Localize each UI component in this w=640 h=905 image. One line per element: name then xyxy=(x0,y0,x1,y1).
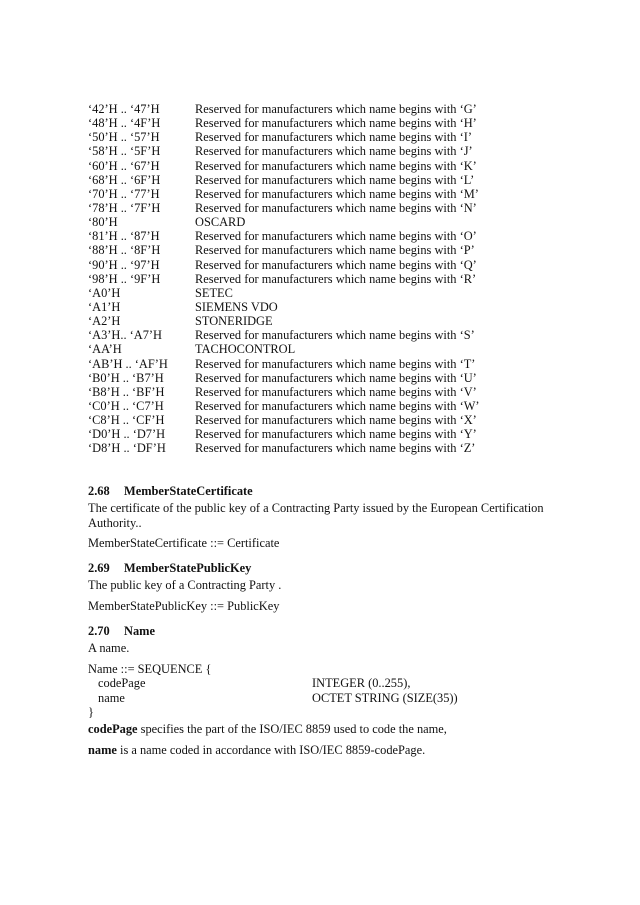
field-type: OCTET STRING (SIZE(35)) xyxy=(312,690,458,705)
section-description: A name. xyxy=(88,641,130,656)
code-value: ‘90’H .. ‘97’H xyxy=(88,257,160,272)
code-description: Reserved for manufacturers which name begins with ‘L’ xyxy=(195,172,475,187)
table-row xyxy=(88,144,480,158)
code-description: Reserved for manufacturers which name begins with ‘M’ xyxy=(195,186,479,201)
table-row xyxy=(88,173,480,187)
table-row xyxy=(88,272,480,286)
section-2-70 xyxy=(88,624,558,757)
definition-term: codePage xyxy=(88,722,138,737)
code-value: ‘48’H .. ‘4F’H xyxy=(88,116,161,131)
code-description: Reserved for manufacturers which name begins with ‘O’ xyxy=(195,229,477,244)
table-row xyxy=(88,286,480,300)
code-value: ‘B8’H .. ‘BF’H xyxy=(88,384,165,399)
code-value: ‘58’H .. ‘5F’H xyxy=(88,144,161,159)
code-description: TACHOCONTROL xyxy=(195,342,296,357)
code-value: ‘60’H .. ‘67’H xyxy=(88,158,160,173)
code-value: ‘A2’H xyxy=(88,314,121,329)
code-description: Reserved for manufacturers which name begins with ‘Y’ xyxy=(195,427,477,442)
table-row xyxy=(88,399,480,413)
code-value: ‘C8’H .. ‘CF’H xyxy=(88,413,165,428)
code-value: ‘70’H .. ‘77’H xyxy=(88,186,160,201)
table-row xyxy=(88,102,480,116)
table-row xyxy=(88,116,480,130)
code-description: Reserved for manufacturers which name begins with ‘T’ xyxy=(195,356,476,371)
table-row xyxy=(88,441,480,455)
table-row xyxy=(88,314,480,328)
table-row xyxy=(88,342,480,356)
code-value: ‘81’H .. ‘87’H xyxy=(88,229,160,244)
table-row xyxy=(88,187,480,201)
code-value: ‘68’H .. ‘6F’H xyxy=(88,172,161,187)
code-description: SIEMENS VDO xyxy=(195,299,278,314)
asn1-sequence-close: } xyxy=(88,705,94,720)
sequence-field xyxy=(88,691,558,705)
table-row xyxy=(88,243,480,257)
table-row xyxy=(88,229,480,243)
section-description: The certificate of the public key of a Contracting Party issued by the European Certification Authority.. xyxy=(88,501,544,530)
section-heading xyxy=(88,484,558,498)
code-value: ‘A0’H xyxy=(88,285,121,300)
field-definition xyxy=(88,743,558,757)
table-row xyxy=(88,413,480,427)
code-description: SETEC xyxy=(195,285,233,300)
table-row xyxy=(88,201,480,215)
asn1-definition: MemberStateCertificate ::= Certificate xyxy=(88,536,280,551)
code-description: Reserved for manufacturers which name begins with ‘I’ xyxy=(195,130,472,145)
code-description: Reserved for manufacturers which name begins with ‘K’ xyxy=(195,158,477,173)
code-description: Reserved for manufacturers which name begins with ‘R’ xyxy=(195,271,477,286)
code-description: Reserved for manufacturers which name begins with ‘V’ xyxy=(195,384,477,399)
asn1-sequence-open: Name ::= SEQUENCE { xyxy=(88,661,212,676)
code-description: Reserved for manufacturers which name begins with ‘Q’ xyxy=(195,257,477,272)
table-row xyxy=(88,385,480,399)
code-value: ‘98’H .. ‘9F’H xyxy=(88,271,161,286)
code-value: ‘C0’H .. ‘C7’H xyxy=(88,398,164,413)
table-row xyxy=(88,427,480,441)
table-row xyxy=(88,300,480,314)
section-title: MemberStatePublicKey xyxy=(124,561,252,575)
code-value: ‘D8’H .. ‘DF’H xyxy=(88,441,166,456)
code-description: Reserved for manufacturers which name begins with ‘P’ xyxy=(195,243,475,258)
section-heading xyxy=(88,561,558,575)
code-value: ‘A1’H xyxy=(88,299,121,314)
code-description: OSCARD xyxy=(195,215,246,230)
sequence-field xyxy=(88,676,558,690)
code-value: ‘88’H .. ‘8F’H xyxy=(88,243,161,258)
code-description: Reserved for manufacturers which name begins with ‘N’ xyxy=(195,200,477,215)
manufacturer-code-table xyxy=(88,102,480,456)
code-value: ‘50’H .. ‘57’H xyxy=(88,130,160,145)
code-description: Reserved for manufacturers which name begins with ‘H’ xyxy=(195,116,477,131)
code-value: ‘78’H .. ‘7F’H xyxy=(88,200,161,215)
table-row xyxy=(88,215,480,229)
code-description: Reserved for manufacturers which name begins with ‘Z’ xyxy=(195,441,476,456)
code-value: ‘B0’H .. ‘B7’H xyxy=(88,370,164,385)
field-name: codePage xyxy=(98,676,146,691)
section-number: 2.69 xyxy=(88,561,110,575)
code-value: ‘AB’H .. ‘AF’H xyxy=(88,356,168,371)
code-description: Reserved for manufacturers which name begins with ‘X’ xyxy=(195,413,477,428)
asn1-definition: MemberStatePublicKey ::= PublicKey xyxy=(88,598,280,613)
code-description: Reserved for manufacturers which name begins with ‘U’ xyxy=(195,370,477,385)
code-description: Reserved for manufacturers which name begins with ‘W’ xyxy=(195,398,480,413)
table-row xyxy=(88,130,480,144)
definition-term: name xyxy=(88,742,117,757)
code-value: ‘AA’H xyxy=(88,342,122,357)
code-description: Reserved for manufacturers which name begins with ‘J’ xyxy=(195,144,473,159)
section-title: MemberStateCertificate xyxy=(124,484,253,498)
section-2-68 xyxy=(88,484,558,551)
code-description: Reserved for manufacturers which name begins with ‘S’ xyxy=(195,328,475,343)
table-row xyxy=(88,258,480,272)
field-type: INTEGER (0..255), xyxy=(312,676,411,691)
code-value: ‘D0’H .. ‘D7’H xyxy=(88,427,166,442)
definition-text: specifies the part of the ISO/IEC 8859 used to code the name, xyxy=(137,722,447,737)
code-description: STONERIDGE xyxy=(195,314,273,329)
table-row xyxy=(88,371,480,385)
section-description: The public key of a Contracting Party . xyxy=(88,578,282,593)
field-name: name xyxy=(98,690,125,705)
section-2-69 xyxy=(88,561,558,613)
field-definition xyxy=(88,722,558,736)
section-number: 2.70 xyxy=(88,624,110,638)
section-heading xyxy=(88,624,558,638)
code-description: Reserved for manufacturers which name begins with ‘G’ xyxy=(195,102,477,116)
table-row xyxy=(88,159,480,173)
code-value: ‘A3’H.. ‘A7’H xyxy=(88,328,162,343)
code-value: ‘80’H xyxy=(88,215,118,230)
table-row xyxy=(88,357,480,371)
definition-text: is a name coded in accordance with ISO/IEC 8859-codePage. xyxy=(116,742,426,757)
section-title: Name xyxy=(124,624,155,638)
table-row xyxy=(88,328,480,342)
section-number: 2.68 xyxy=(88,484,110,498)
code-value: ‘42’H .. ‘47’H xyxy=(88,102,160,116)
